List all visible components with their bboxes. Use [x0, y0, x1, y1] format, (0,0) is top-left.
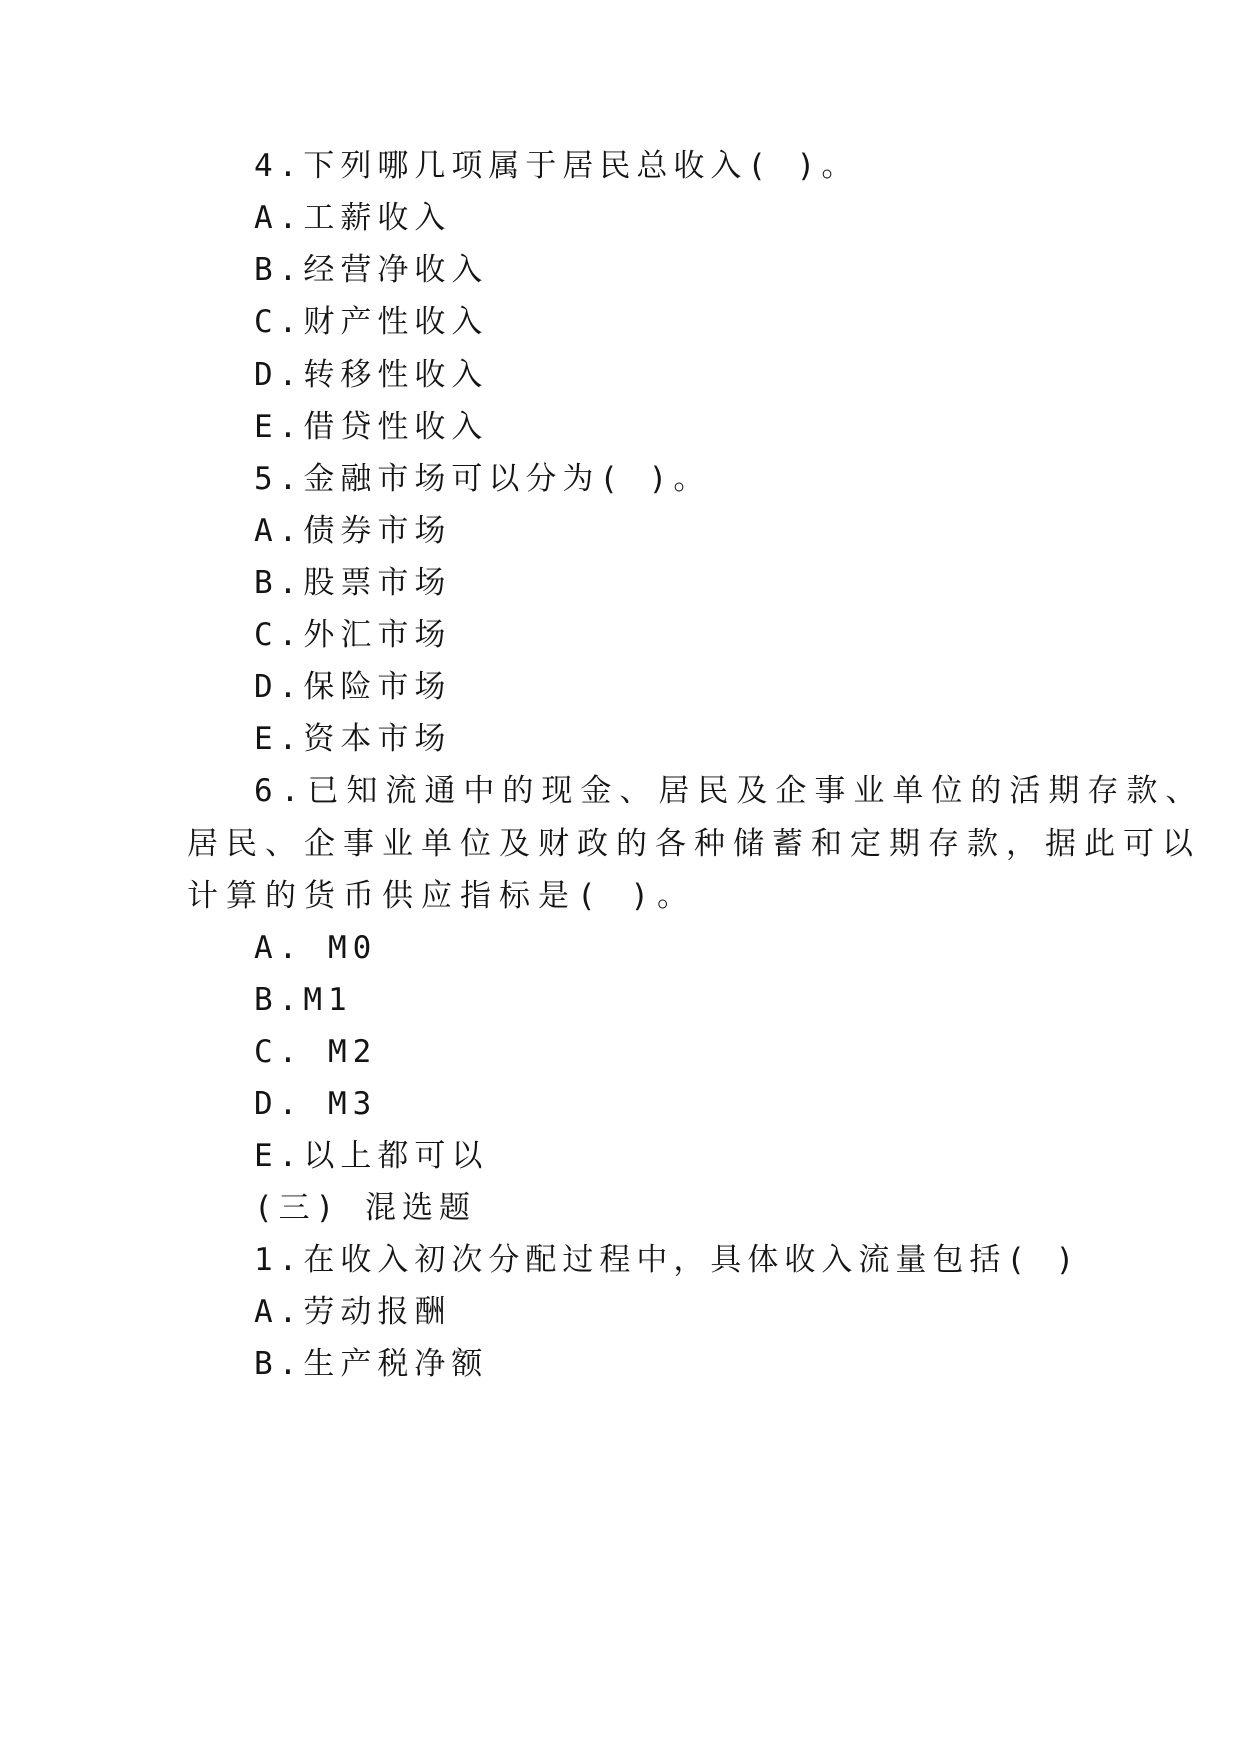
question-4-option-a: A.工薪收入 — [254, 200, 452, 236]
question-5-option-c: C.外汇市场 — [254, 617, 452, 653]
question-4-option-e: E.借贷性收入 — [254, 409, 489, 445]
mixed-question-1-option-b: B.生产税净额 — [254, 1346, 489, 1382]
question-6-stem-line-2: 居民、企事业单位及财政的各种储蓄和定期存款，据此可以 — [187, 826, 1201, 862]
question-6-option-e: E.以上都可以 — [254, 1138, 489, 1174]
question-5-stem: 5.金融市场可以分为( )。 — [254, 461, 711, 497]
question-6-stem-line-1: 6.已知流通中的现金、居民及企事业单位的活期存款、 — [254, 773, 1205, 809]
question-5-option-e: E.资本市场 — [254, 721, 452, 757]
question-6-option-b: B.M1 — [254, 982, 353, 1018]
question-6-option-a: A. M0 — [254, 930, 378, 966]
mixed-question-1-option-a: A.劳动报酬 — [254, 1294, 452, 1330]
question-4-stem: 4.下列哪几项属于居民总收入( )。 — [254, 148, 859, 184]
question-4-option-d: D.转移性收入 — [254, 357, 489, 393]
question-5-option-a: A.债券市场 — [254, 513, 452, 549]
question-6-stem-line-3: 计算的货币供应指标是( )。 — [187, 878, 696, 914]
question-4-option-b: B.经营净收入 — [254, 252, 489, 288]
question-6-option-c: C. M2 — [254, 1034, 378, 1070]
question-5-option-d: D.保险市场 — [254, 669, 452, 705]
question-6-option-d: D. M3 — [254, 1086, 378, 1122]
question-4-option-c: C.财产性收入 — [254, 304, 489, 340]
section-heading: (三) 混选题 — [254, 1190, 476, 1226]
mixed-question-1-stem: 1.在收入初次分配过程中，具体收入流量包括( ) — [254, 1242, 1081, 1278]
question-5-option-b: B.股票市场 — [254, 565, 452, 601]
